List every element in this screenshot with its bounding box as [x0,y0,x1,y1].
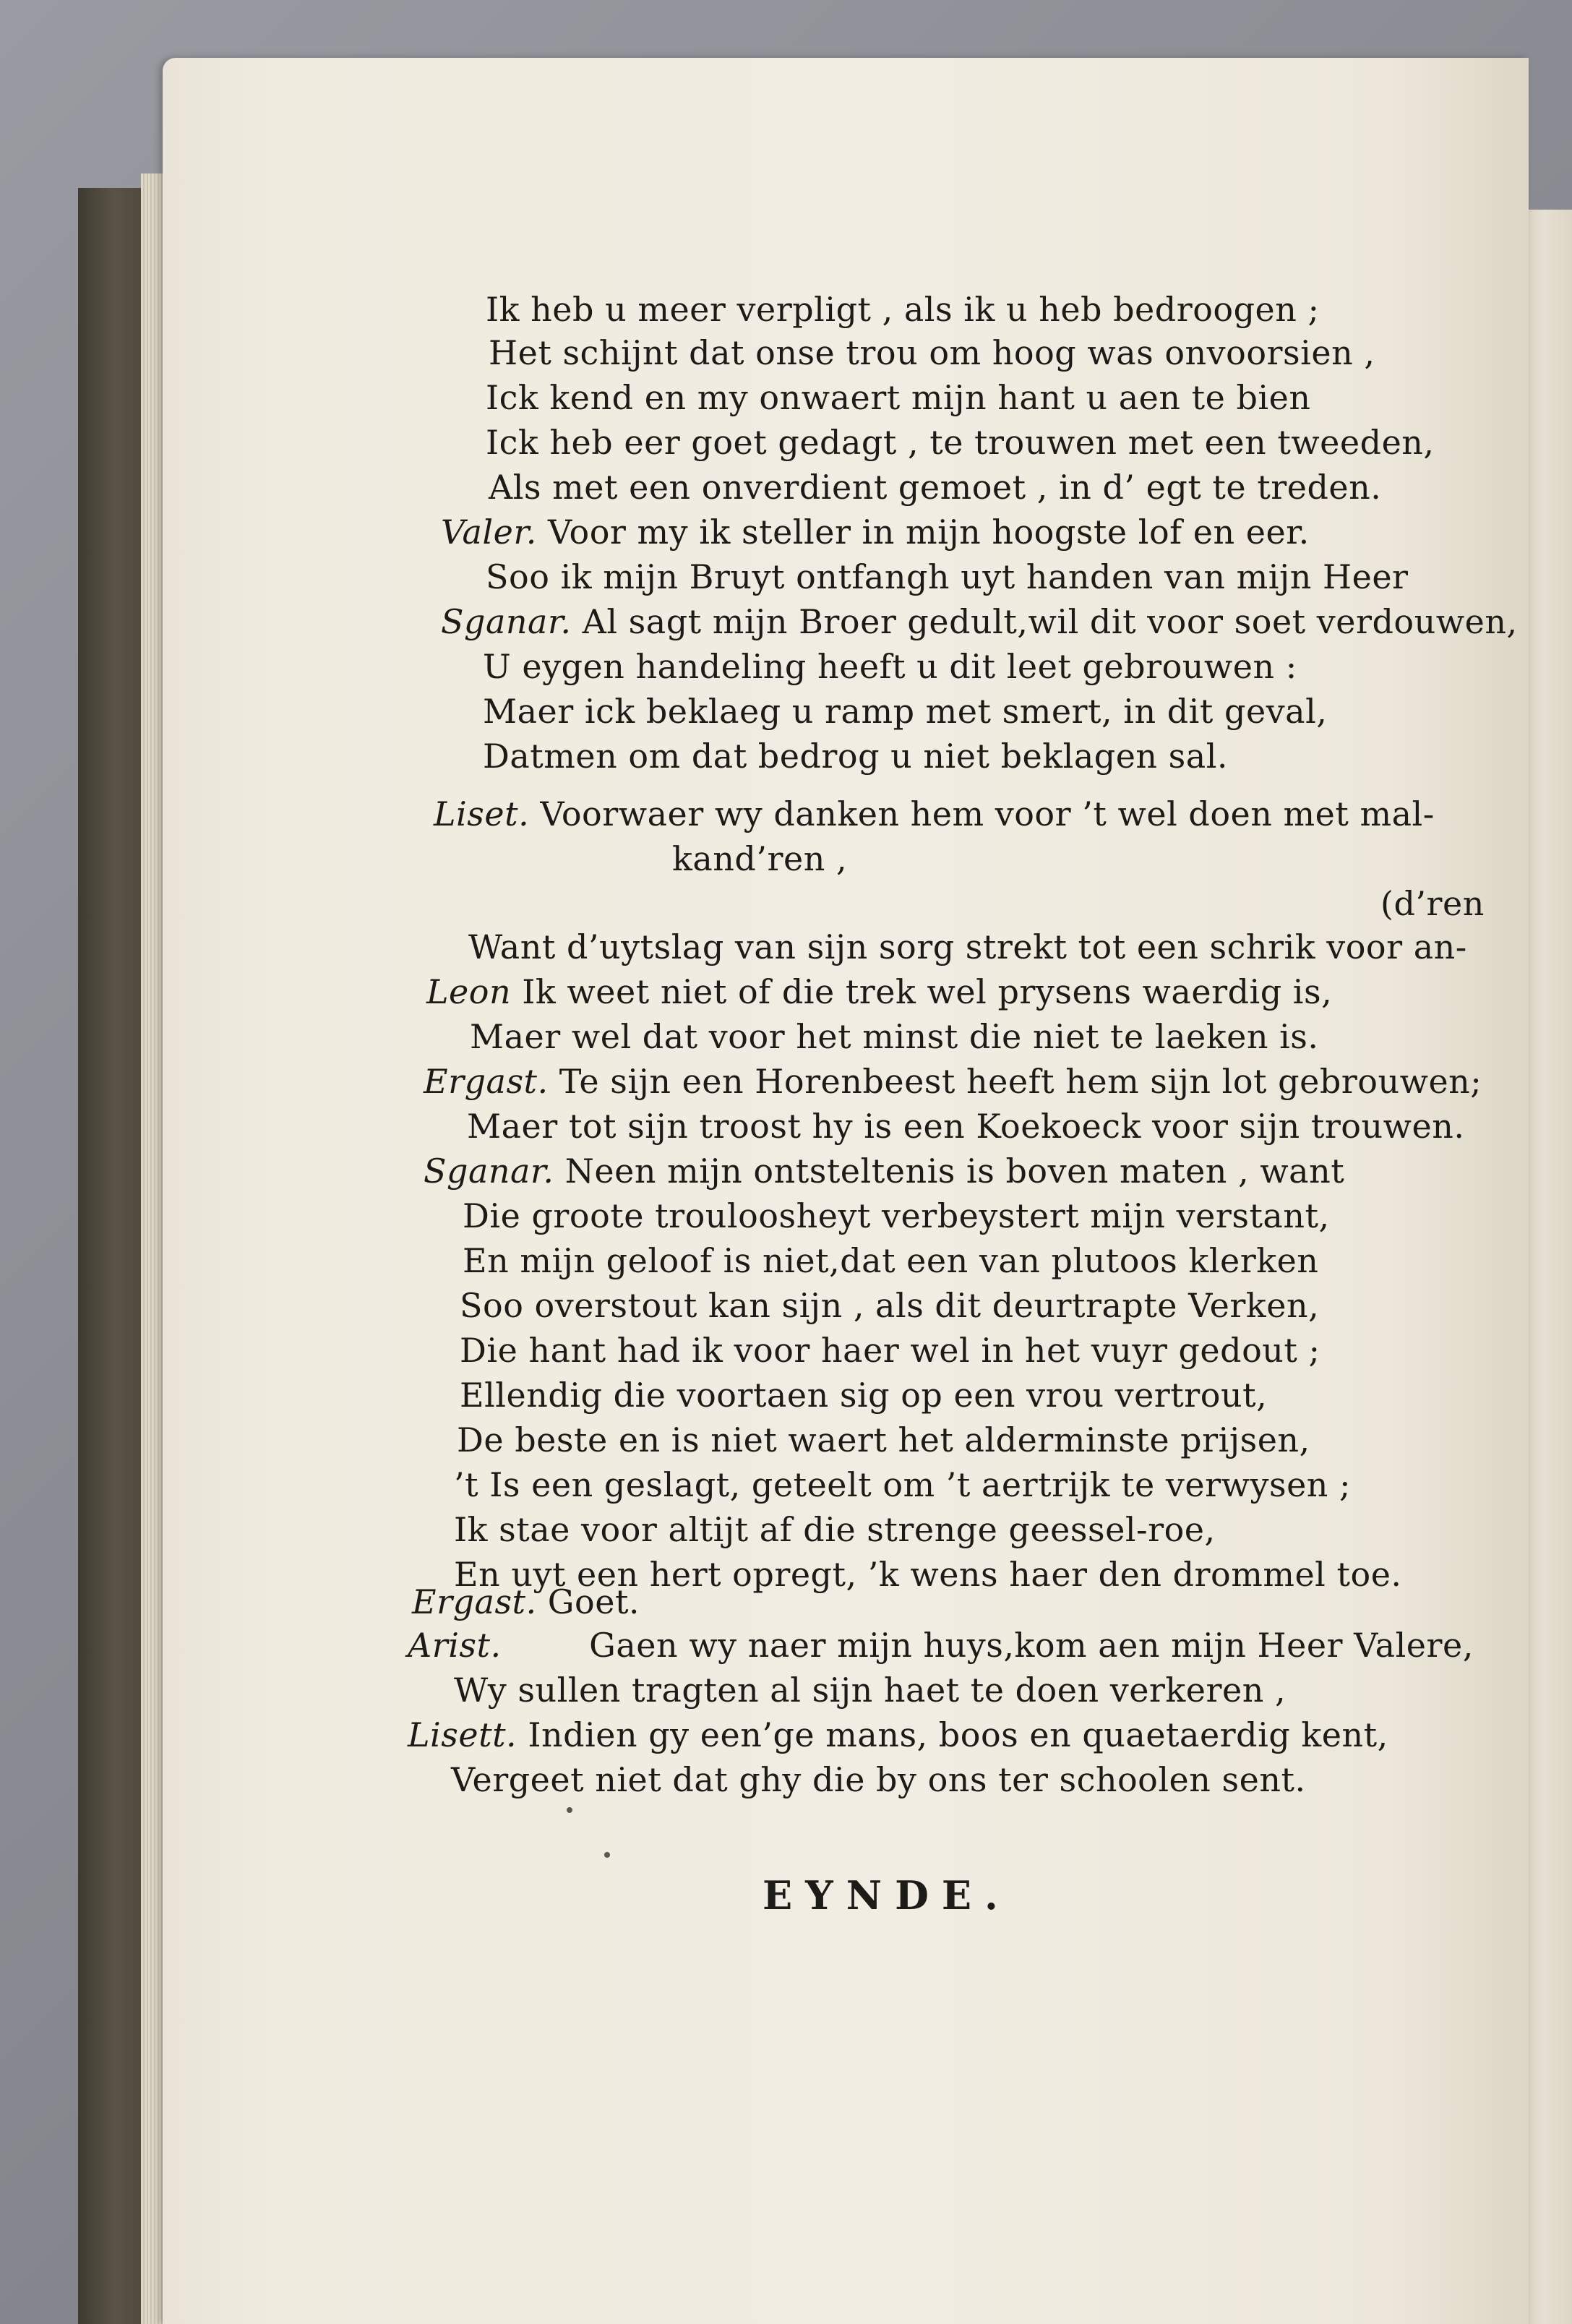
verse-line: Sganar. Al sagt mijn Broer gedult,wil dit voor soet verdouwen, [441,602,1518,641]
verse-line: Maer wel dat voor het minst die niet te laeken is. [470,1017,1319,1056]
verse-line: Ik stae voor altijt af die strenge geessel-roe, [454,1510,1216,1549]
verse-line: De beste en is niet waert het alderminste prijsen, [457,1420,1310,1459]
verse-line: Ergast. Goet. [412,1582,640,1621]
verse-line: Liset. Voorwaer wy danken hem voor ’t wel doen met mal- [434,794,1435,833]
verse-line: Datmen om dat bedrog u niet beklagen sal. [483,737,1229,776]
speaker-label: Valer. [441,513,537,552]
verse-line: Als met een onverdient gemoet , in d’ egt te treden. [489,468,1382,507]
verse-line: En mijn geloof is niet,dat een van plutoos klerken [463,1241,1319,1280]
verse-line: Want d’uytslag van sijn sorg strekt tot een schrik voor an- [468,927,1467,966]
verse-line: Wy sullen tragten al sijn haet te doen verkeren , [454,1671,1287,1710]
verse-line: Valer. Voor my ik steller in mijn hoogste lof en eer. [441,513,1310,552]
ink-mark [604,1852,610,1858]
verse-line: Maer ick beklaeg u ramp met smert, in dit geval, [483,692,1328,731]
verse-line: En uyt een hert opregt, ’k wens haer den drommel toe. [454,1555,1402,1594]
verse-line: kand’ren , [672,839,848,878]
verse-line: ’t Is een geslagt, geteelt om ’t aertrijk te verwysen ; [454,1465,1352,1504]
verse-line: Arist. Gaen wy naer mijn huys,kom aen mijn Heer Valere, [408,1626,1474,1665]
verse-line: Maer tot sijn troost hy is een Koekoeck voor sijn trouwen. [467,1107,1465,1146]
ending-title: EYNDE. [763,1872,1011,1918]
verse-line: Ick heb eer goet gedagt , te trouwen met een tweeden, [486,423,1435,462]
verse-line: Soo ik mijn Bruyt ontfangh uyt handen van mijn Heer [486,557,1409,596]
verse-line: Ellendig die voortaen sig op een vrou vertrout, [460,1376,1268,1415]
verse-line: Leon Ik weet niet of die trek wel prysens waerdig is, [426,972,1333,1011]
verse-line: Ick kend en my onwaert mijn hant u aen te bien [486,378,1311,417]
verse-line: Het schijnt dat onse trou om hoog was onvoorsien , [489,333,1375,372]
verse-line: Lisett. Indien gy een’ge mans, boos en quaetaerdig kent, [408,1715,1388,1754]
verse-line: Vergeet niet dat ghy die by ons ter schoolen sent. [451,1760,1306,1799]
verse-line: Ik heb u meer verpligt , als ik u heb bedroogen ; [486,290,1320,329]
speaker-label: Ergast. [412,1582,537,1621]
verse-line: Die hant had ik voor haer wel in het vuyr gedout ; [460,1331,1320,1370]
speaker-label: Arist. [408,1626,502,1665]
verse-line: Sganar. Neen mijn ontsteltenis is boven maten , want [424,1152,1345,1191]
speaker-label: Leon [426,972,512,1011]
ink-mark [567,1807,572,1813]
speaker-label: Liset. [434,794,530,833]
speaker-label: Ergast. [424,1062,549,1101]
speaker-label: Sganar. [424,1152,554,1191]
verse-line-runover: (d’ren [1380,884,1485,923]
speaker-label: Sganar. [441,602,572,641]
verse-line: Die groote trouloosheyt verbeystert mijn verstant, [463,1196,1330,1235]
verse-line: U eygen handeling heeft u dit leet gebrouwen : [483,647,1297,686]
speaker-label: Lisett. [408,1715,517,1754]
verse-line: Ergast. Te sijn een Horenbeest heeft hem sijn lot gebrouwen; [424,1062,1482,1101]
verse-line: Soo overstout kan sijn , als dit deurtrapte Verken, [460,1286,1320,1325]
